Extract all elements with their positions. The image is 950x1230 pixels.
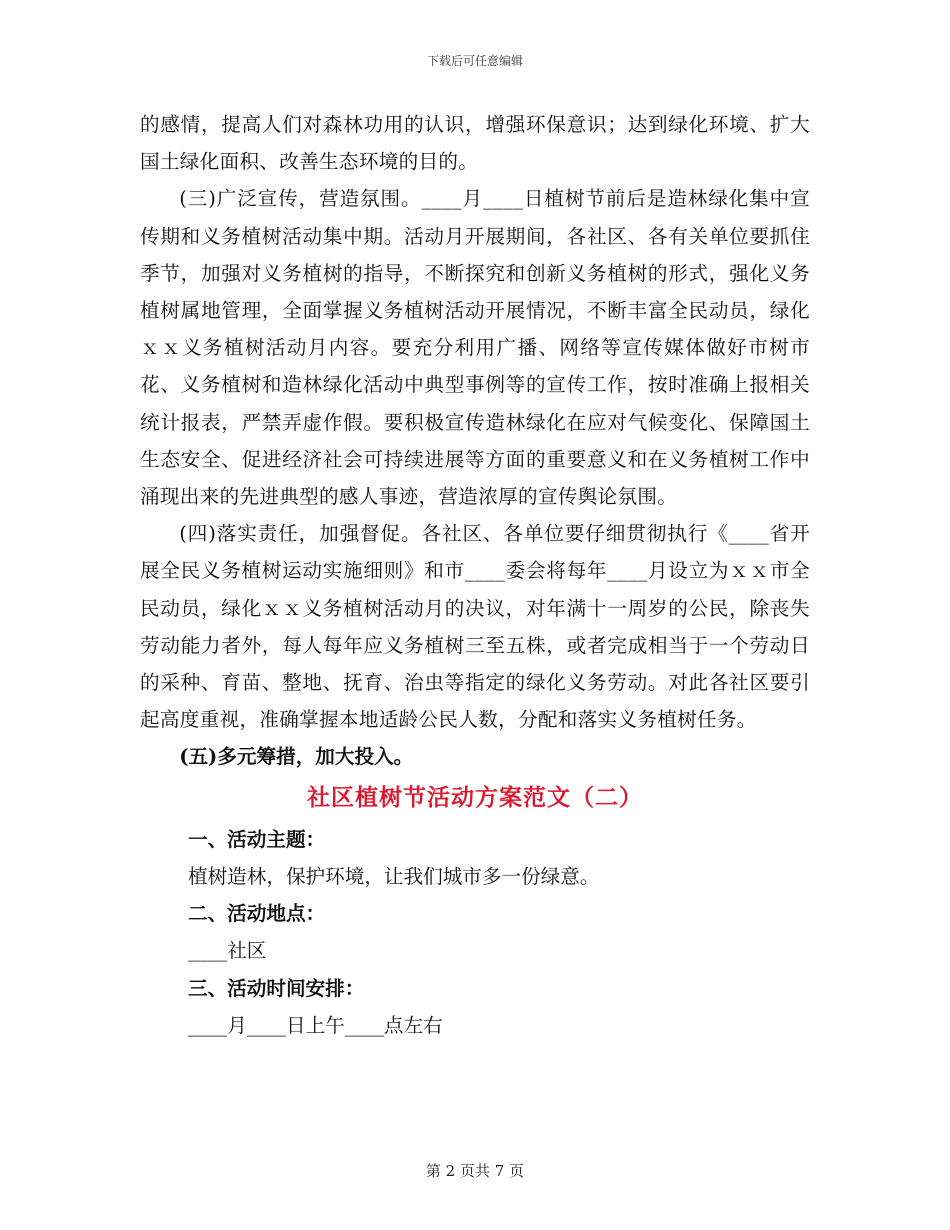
activity-location-text: ____社区 — [188, 939, 267, 963]
section-title: 社区植树节活动方案范文（二） — [307, 783, 643, 811]
document-body — [140, 106, 810, 1044]
page-header: 下载后可任意编辑 — [426, 54, 523, 68]
page-footer: 第 2 页共 7 页 — [425, 1162, 525, 1180]
activity-time-heading: 三、活动时间安排： — [188, 976, 365, 1000]
activity-time-text: ____月____日上午____点左右 — [188, 1013, 443, 1037]
paragraph-continued: 的感情，提高人们对森林功用的认识，增强环保意识；达到绿化环境、扩大国土绿化面积、改善生态环境的目的。 — [140, 113, 810, 174]
activity-theme-heading: 一、活动主题： — [188, 827, 326, 851]
paragraph-publicity: (三)广泛宣传，营造氛围。____月____日植树节前后是造林绿化集中宣传期和义务植树活动集中期。活动月开展期间，各社区、各有关单位要抓住季节，加强对义务植树的指导，不断探究和创新义务植树的形式，强化义务植树属地管理，全面掌握义务植树活动开展情况，不断丰富全民动员，绿化ｘｘ义务植树活动月内容。要充分利用广播、网络等宣传媒体做好市树市花、义务植树和造林绿化活动中典型事例等的宣传工作，按时准确上报相关统计报表，严禁弄虚作假。要积极宣传造林绿化在应对气候变化、保障国土生态安全、促进经济社会可持续进展等方面的重要意义和在义务植树工作中涌现出来的先进典型的感人事迹，营造浓厚的宣传舆论氛围。 — [140, 187, 810, 509]
paragraph-responsibility: (四)落实责任，加强督促。各社区、各单位要仔细贯彻执行《____省开展全民义务植树运动实施细则》和市____委会将每年____月设立为ｘｘ市全民动员，绿化ｘｘ义务植树活动月的决议，对年满十一周岁的公民，除丧失劳动能力者外，每人每年应义务植树三至五株，或者完成相当于一个劳动日的采种、育苗、整地、抚育、治虫等指定的绿化义务劳动。对此各社区要引起高度重视，准确掌握本地适龄公民人数，分配和落实义务植树任务。 — [140, 522, 810, 732]
activity-theme-text: 植树造林，保护环境，让我们城市多一份绿意。 — [188, 865, 600, 889]
activity-location-heading: 二、活动地点： — [188, 902, 326, 926]
paragraph-funding: (五)多元筹措，加大投入。 — [179, 745, 414, 769]
